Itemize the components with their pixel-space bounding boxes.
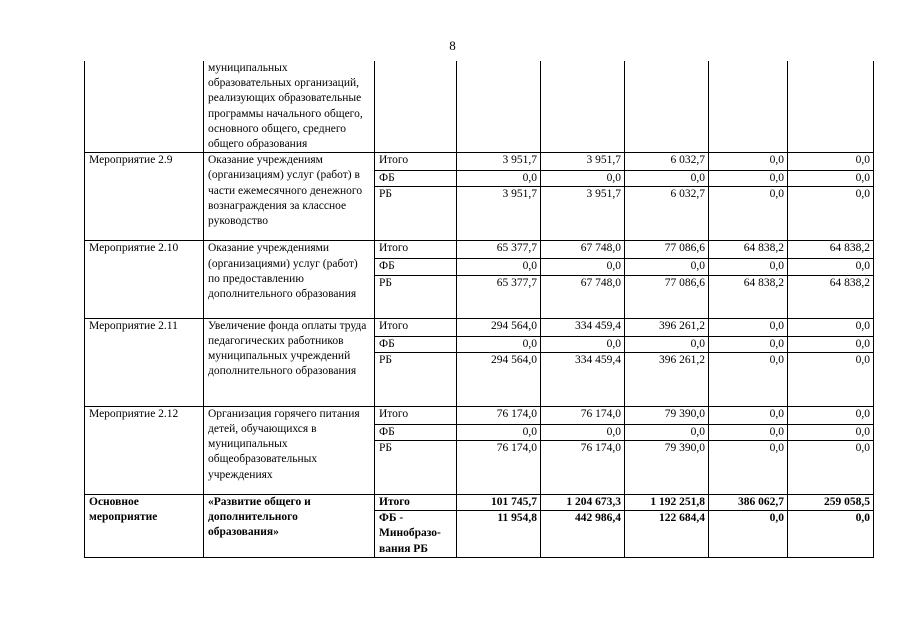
continuation-row: [85, 61, 874, 153]
amount-cell: 0,0: [709, 336, 788, 352]
amount-cell: 0,0: [709, 259, 788, 275]
amount-cell: 0,0: [788, 318, 874, 336]
amount-cell: 0,0: [788, 336, 874, 352]
amount-cell: 0,0: [625, 171, 709, 187]
amount-cell: 6 032,7: [625, 153, 709, 171]
funding-source: РБ: [375, 441, 457, 495]
measure-description: Оказание учреждениями (организациями) услуг (работ) по предоставлению дополнительного образования: [204, 241, 375, 318]
amount-cell: 0,0: [709, 187, 788, 241]
funding-source: Итого: [375, 406, 457, 424]
funding-source: РБ: [375, 352, 457, 406]
amount-cell: 79 390,0: [625, 406, 709, 424]
amount-cell: 0,0: [541, 259, 625, 275]
funding-source: ФБ - Минобразо-вания РБ: [375, 511, 457, 558]
amount-cell: 76 174,0: [457, 406, 541, 424]
amount-cell: 386 062,7: [709, 495, 788, 511]
amount-cell: 442 986,4: [541, 511, 625, 558]
amount-cell: 0,0: [709, 171, 788, 187]
amount-cell: 77 086,6: [625, 241, 709, 259]
continuation-description: муниципальных образовательных организаций, реализующих образовательные программы начального общего, основного общего, среднего общего образования: [204, 61, 375, 153]
funding-source: Итого: [375, 318, 457, 336]
amount-cell: 65 377,7: [457, 241, 541, 259]
funding-source: Итого: [375, 495, 457, 511]
amount-cell: 76 174,0: [541, 406, 625, 424]
amount-cell: 294 564,0: [457, 318, 541, 336]
amount-cell: 0,0: [709, 352, 788, 406]
amount-cell: 3 951,7: [541, 187, 625, 241]
main-measure-description: «Развитие общего и дополнительного образования»: [204, 495, 375, 558]
amount-cell: 0,0: [788, 352, 874, 406]
measure-description: Организация горячего питания детей, обучающихся в муниципальных общеобразовательных учреждениях: [204, 406, 375, 494]
table-row: [85, 153, 874, 171]
table-row: [85, 241, 874, 259]
funding-source: ФБ: [375, 424, 457, 440]
amount-cell: 0,0: [541, 336, 625, 352]
amount-cell: 0,0: [788, 171, 874, 187]
funding-source: ФБ: [375, 259, 457, 275]
amount-cell: 64 838,2: [788, 241, 874, 259]
amount-cell: 64 838,2: [788, 275, 874, 318]
amount-cell: 334 459,4: [541, 352, 625, 406]
amount-cell: 0,0: [709, 153, 788, 171]
amount-cell: 0,0: [788, 406, 874, 424]
amount-cell: 6 032,7: [625, 187, 709, 241]
amount-cell: 79 390,0: [625, 441, 709, 495]
amount-cell: 76 174,0: [457, 441, 541, 495]
amount-cell: 294 564,0: [457, 352, 541, 406]
measure-label: Мероприятие 2.10: [85, 241, 204, 318]
amount-cell: 64 838,2: [709, 241, 788, 259]
amount-cell: 101 745,7: [457, 495, 541, 511]
amount-cell: 259 058,5: [788, 495, 874, 511]
page-number: 8: [449, 38, 456, 53]
continuation-label-cell: [85, 61, 204, 153]
table-row: [85, 406, 874, 424]
amount-cell: 0,0: [709, 406, 788, 424]
funding-source: РБ: [375, 275, 457, 318]
main-measure-label: Основное мероприятие: [85, 495, 204, 558]
amount-cell: 11 954,8: [457, 511, 541, 558]
amount-cell: 64 838,2: [709, 275, 788, 318]
amount-cell: 0,0: [788, 259, 874, 275]
amount-cell: 396 261,2: [625, 318, 709, 336]
amount-cell: 0,0: [788, 424, 874, 440]
amount-cell: 3 951,7: [457, 187, 541, 241]
measure-label: Мероприятие 2.11: [85, 318, 204, 406]
amount-cell: 0,0: [457, 336, 541, 352]
amount-cell: 0,0: [457, 259, 541, 275]
amount-cell: 0,0: [625, 424, 709, 440]
amount-cell: 0,0: [709, 318, 788, 336]
measure-label: Мероприятие 2.9: [85, 153, 204, 241]
amount-cell: 0,0: [457, 424, 541, 440]
amount-cell: 0,0: [788, 441, 874, 495]
amount-cell: 67 748,0: [541, 241, 625, 259]
funding-source: Итого: [375, 241, 457, 259]
amount-cell: 0,0: [457, 171, 541, 187]
measure-description: Оказание учреждениям (организациям) услуг (работ) в части ежемесячного денежного вознаграждения за классное руководство: [204, 153, 375, 241]
measure-label: Мероприятие 2.12: [85, 406, 204, 494]
table-row: [85, 318, 874, 336]
amount-cell: 0,0: [788, 153, 874, 171]
amount-cell: 1 192 251,8: [625, 495, 709, 511]
amount-cell: 0,0: [625, 336, 709, 352]
amount-cell: 76 174,0: [541, 441, 625, 495]
amount-cell: 0,0: [541, 171, 625, 187]
amount-cell: 0,0: [541, 424, 625, 440]
amount-cell: 67 748,0: [541, 275, 625, 318]
amount-cell: 396 261,2: [625, 352, 709, 406]
amount-cell: 1 204 673,3: [541, 495, 625, 511]
main-measure-row: [85, 495, 874, 511]
amount-cell: 0,0: [709, 441, 788, 495]
funding-source: ФБ: [375, 171, 457, 187]
amount-cell: 77 086,6: [625, 275, 709, 318]
amount-cell: 0,0: [625, 259, 709, 275]
amount-cell: 0,0: [709, 511, 788, 558]
amount-cell: 3 951,7: [541, 153, 625, 171]
amount-cell: 0,0: [788, 187, 874, 241]
amount-cell: 65 377,7: [457, 275, 541, 318]
table-body: [85, 61, 874, 557]
funding-source: РБ: [375, 187, 457, 241]
funding-source: ФБ: [375, 336, 457, 352]
amount-cell: 0,0: [709, 424, 788, 440]
measure-description: Увеличение фонда оплаты труда педагогических работников муниципальных учреждений дополнительного образования: [204, 318, 375, 406]
amount-cell: 3 951,7: [457, 153, 541, 171]
funding-source: Итого: [375, 153, 457, 171]
amount-cell: 334 459,4: [541, 318, 625, 336]
budget-table: [84, 61, 874, 558]
amount-cell: 122 684,4: [625, 511, 709, 558]
amount-cell: 0,0: [788, 511, 874, 558]
